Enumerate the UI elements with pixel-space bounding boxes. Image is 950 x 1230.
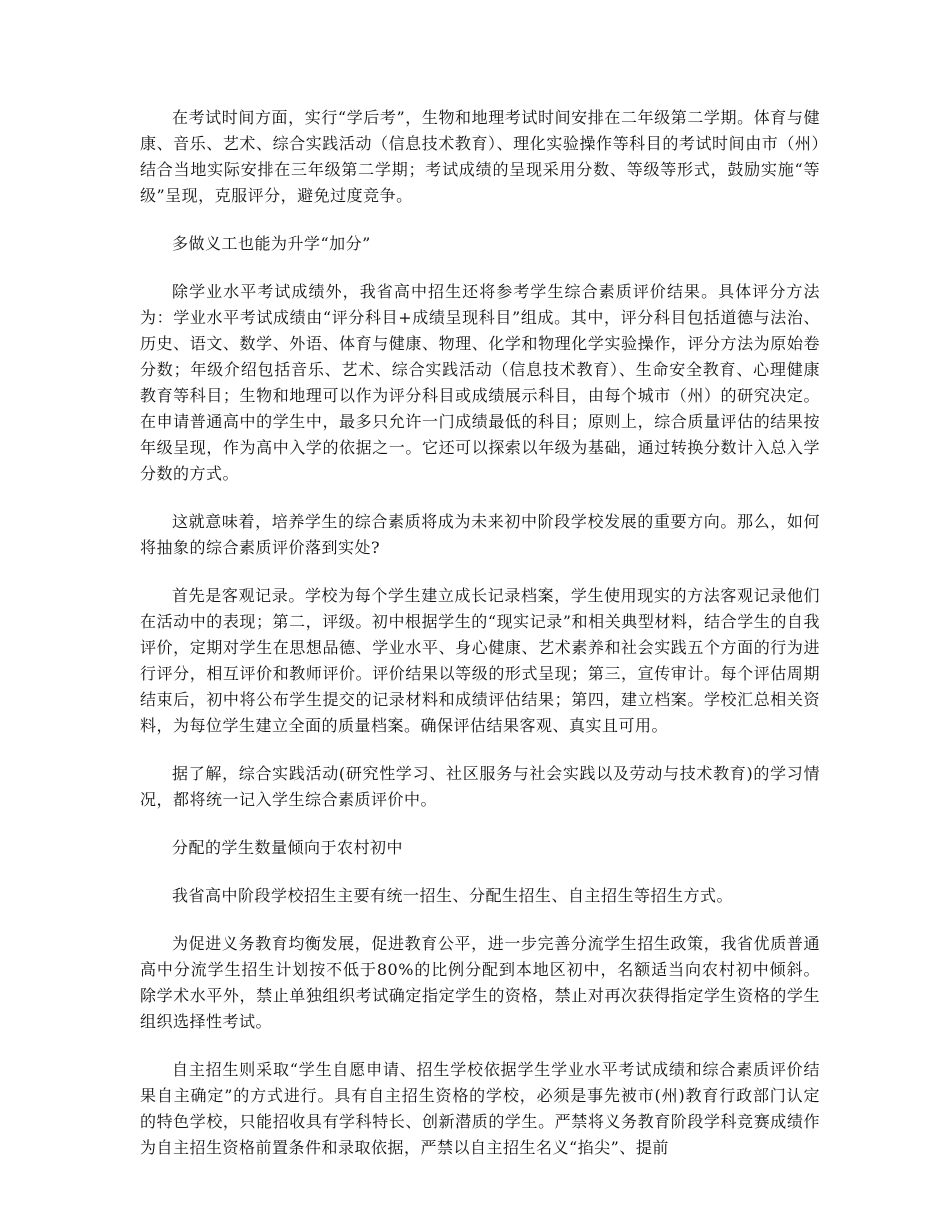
paragraph-comprehensive-quality: 这就意味着，培养学生的综合素质将成为未来初中阶段学校发展的重要方向。那么，如何将抽象的综合素质评价落到实处? bbox=[140, 512, 820, 557]
paragraph-admission-methods: 我省高中阶段学校招生主要有统一招生、分配生招生、自主招生等招生方式。 bbox=[172, 886, 734, 905]
paragraph-practice-activities: 据了解，综合实践活动(研究性学习、社区服务与社会实践以及劳动与技术教育)的学习情况，都将统一记入学生综合素质评价中。 bbox=[140, 764, 820, 809]
paragraph-allocation-policy: 为促进义务教育均衡发展，促进教育公平，进一步完善分流学生招生政策，我省优质普通高中分流学生招生计划按不低于80%的比例分配到本地区初中，名额适当向农村初中倾斜。除学术水平外，禁止单独组织考试确定指定学生的资格，禁止对再次获得指定学生资格的学生组织选择性考试。 bbox=[140, 934, 820, 1031]
paragraph-independent-admission: 自主招生则采取“学生自愿申请、招生学校依据学生学业水平考试成绩和综合素质评价结果自主确定”的方式进行。具有自主招生资格的学校，必须是事先被市(州)教育行政部门认定的特色学校，只能招收具有学科特长、创新潜质的学生。严禁将义务教育阶段学科竞赛成绩作为自主招生资格前置条件和录取依据，严禁以自主招生名义“掐尖”、提前 bbox=[140, 1060, 820, 1157]
section-heading-volunteer: 多做义工也能为升学“加分” bbox=[172, 234, 371, 253]
paragraph-evaluation-steps: 首先是客观记录。学校为每个学生建立成长记录档案，学生使用现实的方法客观记录他们在活动中的表现；第二，评级。初中根据学生的“现实记录”和相关典型材料，结合学生的自我评价，定期对学生在思想品德、学业水平、身心健康、艺术素养和社会实践五个方面的行为进行评分，相互评价和教师评价。评价结果以等级的形式呈现；第三，宣传审计。每个评估周期结束后，初中将公布学生提交的记录材料和成绩评估结果；第四，建立档案。学校汇总相关资料，为每位学生建立全面的质量档案。确保评估结果客观、真实且可用。 bbox=[140, 586, 820, 735]
paragraph-evaluation-method: 除学业水平考试成绩外，我省高中招生还将参考学生综合素质评价结果。具体评分方法为：学业水平考试成绩由“评分科目+成绩呈现科目”组成。其中，评分科目包括道德与法治、历史、语文、数学、外语、体育与健康、物理、化学和物理化学实验操作，评分方法为原始卷分数；年级介绍包括音乐、艺术、综合实践活动（信息技术教育）、生命安全教育、心理健康教育等科目；生物和地理可以作为评分科目或成绩展示科目，由每个城市（州）的研究决定。在申请普通高中的学生中，最多只允许一门成绩最低的科目；原则上，综合质量评估的结果按年级呈现，作为高中入学的依据之一。它还可以探索以年级为基础，通过转换分数计入总入学分数的方式。 bbox=[140, 282, 820, 483]
document-body bbox=[140, 105, 820, 1183]
paragraph-exam-timing: 在考试时间方面，实行“学后考”，生物和地理考试时间安排在二年级第二学期。体育与健康、音乐、艺术、综合实践活动（信息技术教育）、理化实验操作等科目的考试时间由市（州）结合当地实际安排在三年级第二学期；考试成绩的呈现采用分数、等级等形式，鼓励实施“等级”呈现，克服评分，避免过度竞争。 bbox=[140, 108, 820, 205]
section-heading-rural-allocation: 分配的学生数量倾向于农村初中 bbox=[172, 838, 404, 857]
